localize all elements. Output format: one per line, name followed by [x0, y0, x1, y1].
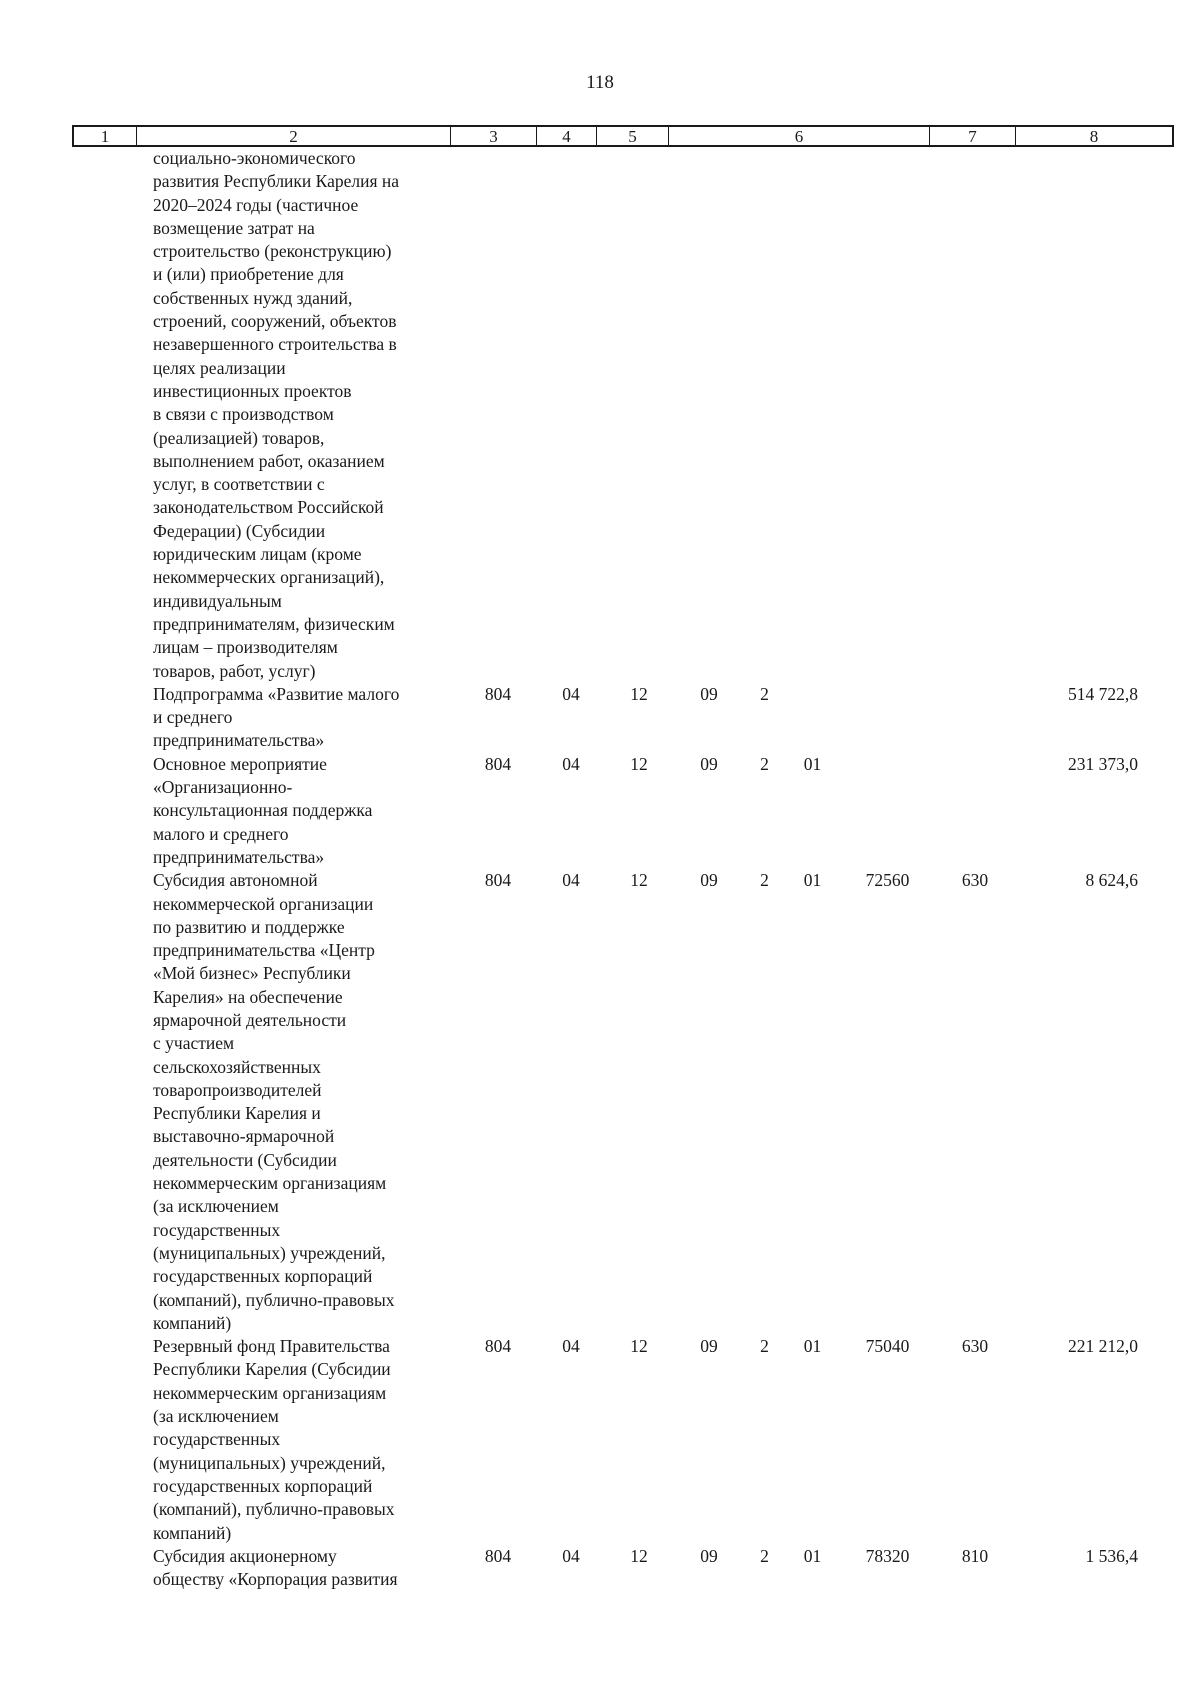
- cell-col-3: 804: [484, 870, 512, 891]
- cell-col-6-activity: 01: [803, 1336, 822, 1357]
- table-row: [0, 869, 1200, 1335]
- cell-col-6-subprogram: 2: [760, 753, 769, 774]
- cell-col-6-program: 09: [700, 1545, 718, 1566]
- header-col-3: 3: [450, 127, 536, 147]
- cell-col-3: 804: [484, 1336, 512, 1357]
- header-col-8: 8: [1015, 127, 1172, 147]
- page-number: 118: [586, 72, 614, 93]
- cell-col-6-subprogram: 2: [760, 1545, 769, 1566]
- header-col-5: 5: [596, 127, 668, 147]
- cell-col-8-amount: 514 722,8: [1068, 683, 1138, 704]
- cell-col-3: 804: [484, 753, 512, 774]
- cell-col-6-program: 09: [700, 683, 718, 704]
- row-description: Субсидия автономной некоммерческой организации по развитию и поддержке предпринимательства «Центр «Мой бизнес» Республики Карелия» на обеспечение ярмарочной деятельности с участием сельскохозяйственных товаропроизводителей Республики Карелия и выставочно-ярмарочной деятельности (Субсидии некоммерческим организациям (за исключением государственных (муниципальных) учреждений, государственных корпораций (компаний), публично-правовых компаний): [153, 870, 395, 1333]
- cell-col-6-direction: 75040: [865, 1336, 910, 1357]
- cell-col-4: 04: [562, 870, 580, 891]
- row-description: Основное мероприятие «Организационно- консультационная поддержка малого и среднего предпринимательства»: [153, 753, 373, 867]
- row-description: Субсидия акционерному обществу «Корпорация развития: [153, 1545, 398, 1590]
- cell-col-5: 12: [630, 753, 648, 774]
- cell-col-6-activity: 01: [803, 870, 822, 891]
- cell-col-7: 810: [961, 1545, 989, 1566]
- cell-col-6-program: 09: [700, 870, 718, 891]
- row-description: Резервный фонд Правительства Республики Карелия (Субсидии некоммерческим организациям (за исключением государственных (муниципальных) учреждений, государственных корпораций (компаний), публично-правовых компаний): [153, 1336, 395, 1543]
- cell-col-3: 804: [484, 683, 512, 704]
- table-row: [0, 147, 1200, 683]
- header-col-1: 1: [100, 127, 110, 146]
- cell-col-6-subprogram: 2: [760, 683, 769, 704]
- header-col-4: 4: [536, 127, 596, 147]
- table-row: [0, 753, 1200, 869]
- cell-col-4: 04: [562, 753, 580, 774]
- table-row: [0, 683, 1200, 753]
- cell-col-6-direction: 78320: [865, 1545, 910, 1566]
- cell-col-8-amount: 8 624,6: [1085, 870, 1138, 891]
- row-description: Подпрограмма «Развитие малого и среднего предпринимательства»: [153, 683, 400, 751]
- cell-col-8-amount: 231 373,0: [1068, 753, 1138, 774]
- header-col-7: 7: [929, 127, 1015, 147]
- table-body: [0, 147, 1200, 1591]
- cell-col-5: 12: [630, 1336, 648, 1357]
- cell-col-5: 12: [630, 870, 648, 891]
- table-header: [72, 125, 1174, 147]
- table-row: [0, 1545, 1200, 1592]
- cell-col-5: 12: [630, 1545, 648, 1566]
- cell-col-6-subprogram: 2: [760, 1336, 769, 1357]
- cell-col-7: 630: [961, 870, 989, 891]
- cell-col-6-activity: 01: [803, 753, 822, 774]
- cell-col-6-program: 09: [700, 753, 718, 774]
- cell-col-3: 804: [484, 1545, 512, 1566]
- cell-col-8-amount: 221 212,0: [1068, 1336, 1138, 1357]
- header-col-6: 6: [668, 127, 929, 147]
- cell-col-4: 04: [562, 1545, 580, 1566]
- cell-col-6-direction: 72560: [865, 870, 910, 891]
- cell-col-6-subprogram: 2: [760, 870, 769, 891]
- cell-col-4: 04: [562, 1336, 580, 1357]
- header-col-2: 2: [136, 127, 450, 147]
- cell-col-7: 630: [961, 1336, 989, 1357]
- row-description: социально-экономического развития Республики Карелия на 2020–2024 годы (частичное возмещение затрат на строительство (реконструкцию) и (или) приобретение для собственных нужд зданий, строений, сооружений, объектов незавершенного строительства в целях реализации инвестиционных проектов в связи с производством (реализацией) товаров, выполнением работ, оказанием услуг, в соответствии с законодательством Российской Федерации) (Субсидии юридическим лицам (кроме некоммерческих организаций), индивидуальным предпринимателям, физическим лицам – производителям товаров, работ, услуг): [153, 148, 400, 681]
- cell-col-5: 12: [630, 683, 648, 704]
- cell-col-4: 04: [562, 683, 580, 704]
- cell-col-6-program: 09: [700, 1336, 718, 1357]
- cell-col-6-activity: 01: [803, 1545, 822, 1566]
- cell-col-8-amount: 1 536,4: [1085, 1545, 1138, 1566]
- table-row: [0, 1335, 1200, 1545]
